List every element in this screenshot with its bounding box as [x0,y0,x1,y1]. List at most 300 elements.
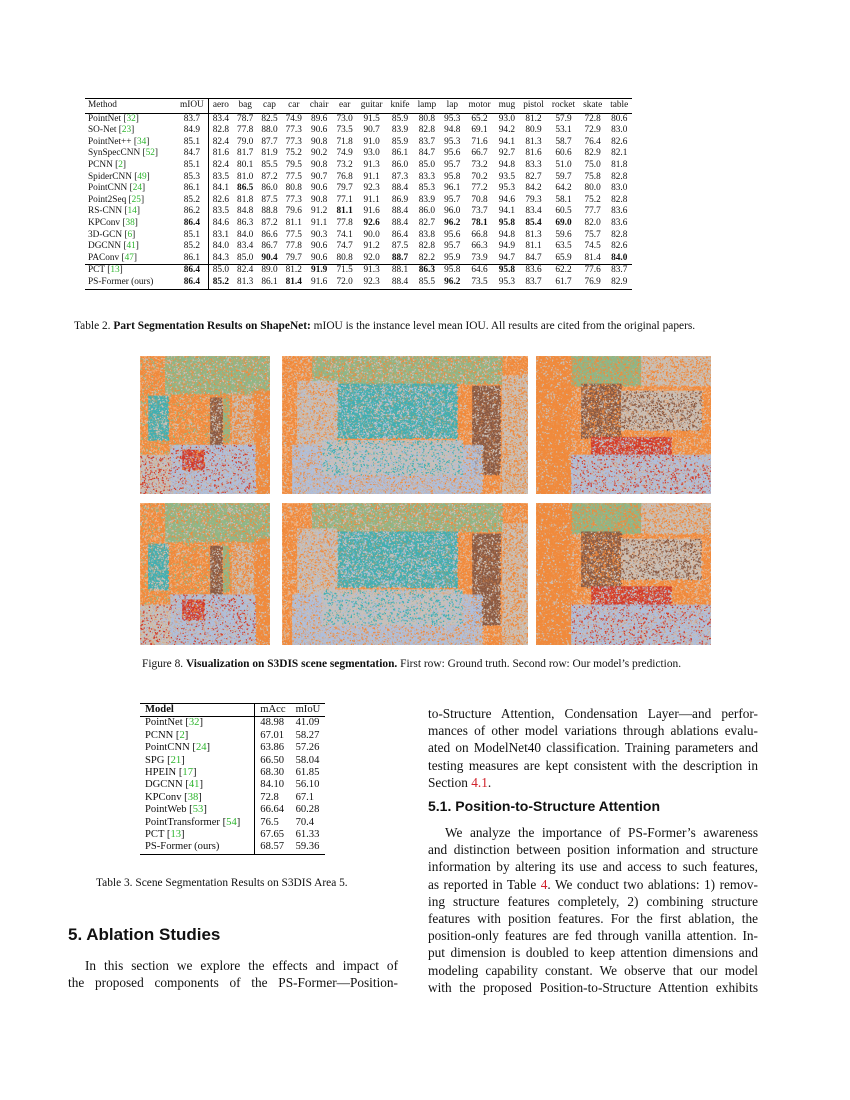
citation-link[interactable]: 52 [146,148,155,158]
value-cell: 86.1 [176,183,208,195]
segment-ceiling [312,503,503,533]
value-cell: 76.8 [332,172,356,184]
value-cell: 82.5 [257,113,281,125]
value-cell: 90.6 [306,253,333,265]
value-cell: 77.8 [332,218,356,230]
value-cell: 95.8 [440,172,464,184]
value-cell: 73.0 [332,113,356,125]
value-cell: 92.7 [495,148,520,160]
value-cell: 65.9 [548,253,579,265]
model-cell: PointNet [32] [140,717,255,730]
value-cell: 83.5 [208,206,233,218]
section-heading-ablation: 5. Ablation Studies [68,925,220,945]
value-cell: 73.9 [464,253,494,265]
point-cloud-render [536,503,711,645]
citation-link[interactable]: 21 [171,755,182,766]
citation-link[interactable]: 17 [182,767,193,778]
value-cell: 68.30 [255,767,291,779]
citation-link[interactable]: 38 [125,218,134,228]
column-header: table [606,99,632,114]
value-cell: 84.6 [208,218,233,230]
value-cell: 82.6 [208,195,233,207]
value-cell: 85.0 [233,253,257,265]
segment-chair [182,450,205,471]
value-cell: 88.4 [386,218,413,230]
s3dis-groundtruth-scene-1 [140,356,270,494]
value-cell: 86.2 [176,206,208,218]
segment-ceiling [571,503,642,535]
model-cell: DGCNN [41] [140,779,255,791]
value-cell: 77.7 [579,206,606,218]
method-cell: PointNet [32] [85,113,176,125]
value-cell: 86.5 [233,183,257,195]
value-cell: 86.4 [176,218,208,230]
value-cell: 94.8 [495,230,520,242]
column-header: ear [332,99,356,114]
value-cell: 92.3 [357,277,387,289]
citation-link[interactable]: 41 [126,241,135,251]
value-cell: 77.5 [282,230,306,242]
table-row [85,265,632,277]
value-cell: 82.8 [606,195,632,207]
value-cell: 81.1 [332,206,356,218]
text-line: to-Structure Attention, Condensation Layer—and perfor- [428,705,758,722]
value-cell: 86.0 [386,160,413,172]
segment-clutter [502,376,528,494]
value-cell: 81.4 [282,277,306,289]
value-cell: 58.7 [548,137,579,149]
part-segmentation-table [85,98,632,290]
value-cell: 80.8 [332,253,356,265]
value-cell: 85.9 [386,137,413,149]
value-cell: 72.0 [332,277,356,289]
table-row [85,253,632,265]
value-cell: 80.0 [579,183,606,195]
value-cell: 83.3 [414,172,441,184]
method-cell: SpiderCNN [49] [85,172,176,184]
citation-link[interactable]: 2 [118,160,123,170]
segment-clutter [140,455,171,494]
column-header: lamp [414,99,441,114]
value-cell: 82.8 [606,230,632,242]
model-cell: KPConv [38] [140,792,255,804]
value-cell: 83.4 [208,113,233,125]
column-header: mug [495,99,520,114]
value-cell: 80.9 [519,125,548,137]
model-cell: SPG [21] [140,755,255,767]
value-cell: 66.3 [464,241,494,253]
value-cell: 83.5 [208,172,233,184]
value-cell: 85.2 [208,277,233,289]
value-cell: 88.8 [257,206,281,218]
model-cell: HPEIN [17] [140,767,255,779]
value-cell: 72.8 [255,792,291,804]
value-cell: 83.7 [176,113,208,125]
column-header: car [282,99,306,114]
segment-clutter [502,523,528,645]
value-cell: 88.4 [386,183,413,195]
value-cell: 95.7 [440,241,464,253]
citation-link[interactable]: 13 [110,265,119,275]
value-cell: 85.4 [519,218,548,230]
segment-door [581,531,622,588]
value-cell: 41.09 [291,717,326,730]
value-cell: 83.0 [606,183,632,195]
table-row [85,148,632,160]
value-cell: 74.9 [332,148,356,160]
value-cell: 61.85 [291,767,326,779]
text-line: the proposed components of the PS-Former—Position- [68,974,398,991]
column-header: knife [386,99,413,114]
citation-link[interactable]: 24 [196,742,207,753]
value-cell: 78.7 [233,113,257,125]
segment-clutter [322,589,463,626]
s3dis-prediction-scene-3 [536,503,711,645]
table-row [85,230,632,242]
table-row [85,241,632,253]
citation-link[interactable]: 41 [189,779,200,790]
citation-link[interactable]: 47 [125,253,134,263]
column-header: pistol [519,99,548,114]
value-cell: 86.1 [176,253,208,265]
table-row [140,767,325,779]
citation-link[interactable]: 32 [189,717,200,728]
value-cell: 58.27 [291,730,326,742]
value-cell: 73.5 [464,277,494,289]
value-cell: 84.1 [208,183,233,195]
value-cell: 85.3 [176,172,208,184]
value-cell: 85.2 [176,195,208,207]
value-cell: 80.8 [414,113,441,125]
value-cell: 74.7 [332,241,356,253]
text-line: and distinction between position information and structure [428,841,758,858]
segment-clutter [621,539,702,581]
value-cell: 83.6 [606,218,632,230]
column-header: Method [85,99,176,114]
value-cell: 84.0 [606,253,632,265]
method-cell: Point2Seq [25] [85,195,176,207]
value-cell: 63.5 [548,241,579,253]
citation-link[interactable]: 14 [128,206,137,216]
value-cell: 81.2 [282,265,306,277]
value-cell: 86.3 [233,218,257,230]
citation-link[interactable]: 49 [137,172,146,182]
table-row [85,206,632,218]
value-cell: 82.8 [414,241,441,253]
value-cell: 91.0 [357,137,387,149]
table-row [85,195,632,207]
value-cell: 77.3 [282,125,306,137]
value-cell: 94.1 [495,137,520,149]
value-cell: 58.04 [291,755,326,767]
value-cell: 83.0 [606,125,632,137]
figure8-caption: Figure 8. Visualization on S3DIS scene segmentation. First row: Ground truth. Second row: Our model’s prediction. [142,658,681,670]
value-cell: 83.4 [519,206,548,218]
value-cell: 79.7 [282,253,306,265]
value-cell: 72.9 [579,125,606,137]
value-cell: 93.5 [495,172,520,184]
text-line: testing measures are kept consistent with the description in [428,757,758,774]
value-cell: 66.7 [464,148,494,160]
value-cell: 90.2 [306,148,333,160]
value-cell: 82.7 [519,172,548,184]
text-line: ing structure features completely, 2) combining structure [428,893,758,910]
segment-clutter [140,604,171,645]
value-cell: 56.10 [291,779,326,791]
value-cell: 77.8 [282,241,306,253]
segment-board [148,395,169,441]
method-cell: PAConv [47] [85,253,176,265]
value-cell: 92.0 [357,253,387,265]
table-row [140,755,325,767]
value-cell: 71.5 [332,265,356,277]
citation-link[interactable]: 2 [179,730,184,741]
value-cell: 82.2 [414,253,441,265]
value-cell: 76.9 [579,277,606,289]
value-cell: 90.8 [306,160,333,172]
section-ref-link[interactable]: 4.1 [471,775,488,790]
value-cell: 81.9 [257,148,281,160]
value-cell: 84.2 [519,183,548,195]
value-cell: 92.6 [357,218,387,230]
column-header: chair [306,99,333,114]
segment-floor [571,455,711,494]
value-cell: 91.6 [357,206,387,218]
value-cell: 67.01 [255,730,291,742]
value-cell: 80.8 [282,183,306,195]
citation-link[interactable]: 38 [188,792,199,803]
value-cell: 71.8 [332,137,356,149]
segment-clutter [641,356,711,387]
value-cell: 96.2 [440,218,464,230]
value-cell: 59.7 [548,172,579,184]
citation-link[interactable]: 23 [122,125,131,135]
value-cell: 87.2 [257,172,281,184]
segment-floor [571,604,711,645]
model-cell: PCNN [2] [140,730,255,742]
value-cell: 85.3 [414,183,441,195]
table-row [140,742,325,754]
method-cell: RS-CNN [14] [85,206,176,218]
method-cell: SO-Net [23] [85,125,176,137]
column-header: rocket [548,99,579,114]
text-line: In this section we explore the effects and impact of [68,957,398,974]
value-cell: 68.57 [255,841,291,854]
scene-segmentation-table [140,703,325,855]
value-cell: 51.0 [548,160,579,172]
subsection-heading-position-structure: 5.1. Position-to-Structure Attention [428,798,660,814]
value-cell: 86.4 [176,277,208,289]
value-cell: 74.5 [579,241,606,253]
value-cell: 94.1 [495,206,520,218]
method-cell: PointNet++ [34] [85,137,176,149]
value-cell: 84.10 [255,779,291,791]
segment-wall [254,391,270,495]
model-cell: PointCNN [24] [140,742,255,754]
value-cell: 84.7 [176,148,208,160]
value-cell: 95.7 [440,195,464,207]
value-cell: 86.4 [386,230,413,242]
table-row [140,730,325,742]
value-cell: 86.0 [414,206,441,218]
text-line: position-only features are fed through vanilla attention. In- [428,927,758,944]
method-cell: DGCNN [41] [85,241,176,253]
segment-board [148,544,169,591]
value-cell: 83.7 [519,277,548,289]
value-cell: 82.7 [414,218,441,230]
value-cell: 77.1 [332,195,356,207]
value-cell: 88.1 [386,265,413,277]
value-cell: 90.7 [306,172,333,184]
value-cell: 91.5 [357,113,387,125]
value-cell: 88.0 [257,125,281,137]
table-row [140,717,325,730]
method-cell: PCNN [2] [85,160,176,172]
value-cell: 78.1 [464,218,494,230]
value-cell: 88.4 [386,206,413,218]
value-cell: 80.1 [233,160,257,172]
value-cell: 96.0 [440,206,464,218]
table-row [85,137,632,149]
table-row [85,183,632,195]
model-cell: PS-Former (ours) [140,841,255,854]
value-cell: 86.1 [386,148,413,160]
value-cell: 83.9 [414,195,441,207]
point-cloud-render [282,356,528,494]
value-cell: 93.0 [495,113,520,125]
table-header-row [140,704,325,717]
table-row [85,160,632,172]
value-cell: 79.6 [282,206,306,218]
value-cell: 82.6 [606,241,632,253]
segment-board [337,384,458,439]
segment-board [337,531,458,588]
value-cell: 83.4 [233,241,257,253]
value-cell: 79.5 [282,160,306,172]
value-cell: 81.8 [606,160,632,172]
method-cell: 3D-GCN [6] [85,230,176,242]
value-cell: 88.7 [386,253,413,265]
value-cell: 95.3 [495,183,520,195]
citation-link[interactable]: 34 [137,137,146,147]
value-cell: 81.1 [282,218,306,230]
text-line: modeling capability constant. We observe that our model [428,962,758,979]
citation-link[interactable]: 53 [193,804,204,815]
citation-link[interactable]: 25 [132,195,141,205]
column-header: bag [233,99,257,114]
value-cell: 87.3 [386,172,413,184]
value-cell: 76.5 [255,817,291,829]
value-cell: 85.2 [176,241,208,253]
value-cell: 84.0 [208,241,233,253]
value-cell: 88.4 [386,277,413,289]
value-cell: 95.9 [440,253,464,265]
citation-link[interactable]: 54 [226,817,237,828]
value-cell: 81.7 [233,148,257,160]
value-cell: 91.3 [357,265,387,277]
value-cell: 77.3 [282,137,306,149]
table-row [140,829,325,841]
column-header: aero [208,99,233,114]
value-cell: 81.3 [519,137,548,149]
value-cell: 94.7 [495,253,520,265]
value-cell: 66.50 [255,755,291,767]
segment-wall [536,503,572,645]
value-cell: 80.6 [606,113,632,125]
table2-caption: Table 2. Part Segmentation Results on ShapeNet: mIOU is the instance level mean IOU. All results are cited from the original papers. [74,320,695,332]
value-cell: 91.1 [357,172,387,184]
segment-door [210,546,223,603]
table-row [140,804,325,816]
value-cell: 95.8 [495,218,520,230]
citation-link[interactable]: 32 [126,114,135,124]
value-cell: 89.0 [257,265,281,277]
model-cell: PCT [13] [140,829,255,841]
text-line: We analyze the importance of PS-Former’s awareness [428,824,758,841]
value-cell: 84.7 [519,253,548,265]
value-cell: 86.9 [386,195,413,207]
value-cell: 91.2 [357,241,387,253]
method-cell: SynSpecCNN [52] [85,148,176,160]
model-cell: PointTransformer [54] [140,817,255,829]
value-cell: 83.1 [208,230,233,242]
citation-link[interactable]: 13 [170,829,181,840]
model-cell: PointWeb [53] [140,804,255,816]
value-cell: 81.8 [233,195,257,207]
value-cell: 73.2 [464,160,494,172]
value-cell: 81.3 [519,230,548,242]
segment-wall [536,356,572,494]
text-line: Section 4.1. [428,774,758,791]
value-cell: 70.8 [464,195,494,207]
value-cell: 79.0 [233,137,257,149]
method-cell: KPConv [38] [85,218,176,230]
value-cell: 69.0 [548,218,579,230]
citation-link[interactable]: 24 [133,183,142,193]
value-cell: 95.8 [495,265,520,277]
value-cell: 87.2 [257,218,281,230]
value-cell: 75.2 [282,148,306,160]
value-cell: 72.8 [579,113,606,125]
value-cell: 75.8 [579,172,606,184]
segment-chair [182,599,205,621]
value-cell: 90.8 [306,137,333,149]
method-cell: PointCNN [24] [85,183,176,195]
table-row [140,792,325,804]
segment-clutter [322,440,463,476]
value-cell: 95.6 [440,230,464,242]
value-cell: 67.1 [291,792,326,804]
value-cell: 95.8 [440,265,464,277]
value-cell: 83.7 [606,265,632,277]
value-cell: 85.1 [176,137,208,149]
value-cell: 58.1 [548,195,579,207]
value-cell: 83.9 [386,125,413,137]
value-cell: 85.1 [176,160,208,172]
value-cell: 91.9 [306,265,333,277]
value-cell: 93.0 [357,148,387,160]
table-ref-link[interactable]: 4 [541,877,548,892]
value-cell: 86.3 [414,265,441,277]
value-cell: 59.6 [548,230,579,242]
citation-link[interactable]: 6 [128,230,133,240]
value-cell: 95.3 [440,137,464,149]
value-cell: 71.6 [464,137,494,149]
text-line: as reported in Table 4. We conduct two ablations: 1) remov- [428,876,758,893]
value-cell: 95.7 [440,160,464,172]
segment-ceiling [571,356,642,387]
value-cell: 77.6 [579,265,606,277]
